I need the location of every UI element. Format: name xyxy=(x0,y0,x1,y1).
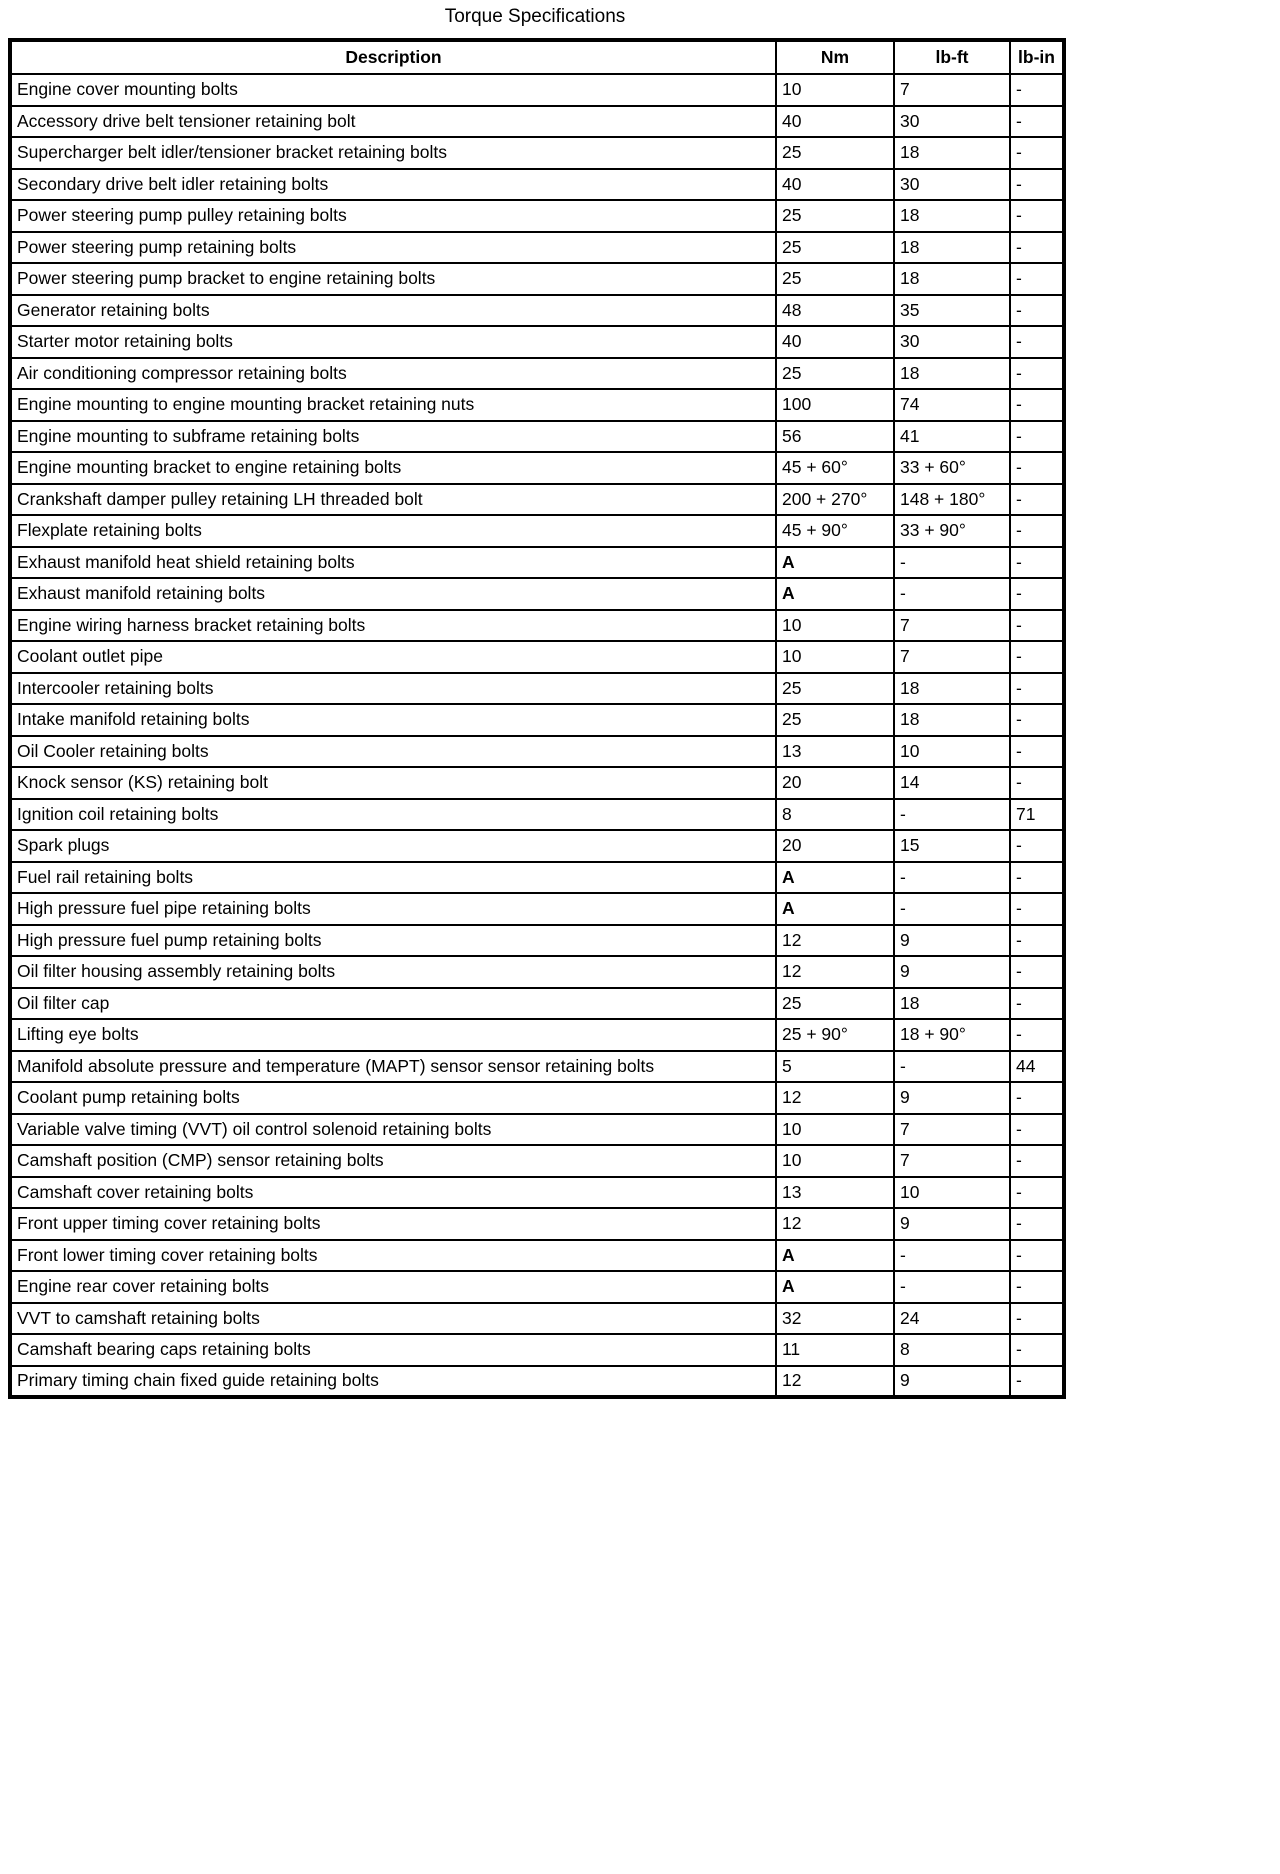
cell-nm: 45 + 60° xyxy=(776,452,894,484)
cell-lb-ft: 7 xyxy=(894,610,1010,642)
cell-lb-in: - xyxy=(1010,673,1064,705)
cell-lb-ft: 10 xyxy=(894,736,1010,768)
cell-description: Coolant outlet pipe xyxy=(10,641,776,673)
cell-nm: 12 xyxy=(776,1082,894,1114)
cell-description: Accessory drive belt tensioner retaining bolt xyxy=(10,106,776,138)
cell-lb-ft: 74 xyxy=(894,389,1010,421)
cell-description: Engine mounting to engine mounting bracket retaining nuts xyxy=(10,389,776,421)
table-row xyxy=(10,862,1064,894)
cell-lb-ft: 18 xyxy=(894,988,1010,1020)
cell-description: Manifold absolute pressure and temperature (MAPT) sensor sensor retaining bolts xyxy=(10,1051,776,1083)
cell-lb-ft: - xyxy=(894,799,1010,831)
cell-description: Lifting eye bolts xyxy=(10,1019,776,1051)
cell-lb-ft: 9 xyxy=(894,956,1010,988)
cell-nm: 25 xyxy=(776,137,894,169)
cell-description: Engine cover mounting bolts xyxy=(10,74,776,106)
column-header-nm: Nm xyxy=(776,40,894,74)
cell-lb-ft: 18 xyxy=(894,263,1010,295)
cell-lb-ft: 18 xyxy=(894,200,1010,232)
cell-lb-ft: 14 xyxy=(894,767,1010,799)
table-row xyxy=(10,1177,1064,1209)
cell-lb-ft: 30 xyxy=(894,169,1010,201)
cell-nm: A xyxy=(776,578,894,610)
table-row xyxy=(10,263,1064,295)
table-row xyxy=(10,1240,1064,1272)
cell-lb-in: - xyxy=(1010,358,1064,390)
cell-lb-in: - xyxy=(1010,1082,1064,1114)
cell-lb-ft: - xyxy=(894,862,1010,894)
cell-nm: 25 xyxy=(776,704,894,736)
cell-lb-ft: 18 xyxy=(894,137,1010,169)
table-row xyxy=(10,673,1064,705)
cell-lb-ft: 9 xyxy=(894,925,1010,957)
cell-lb-ft: 24 xyxy=(894,1303,1010,1335)
cell-lb-in: - xyxy=(1010,830,1064,862)
table-row xyxy=(10,1208,1064,1240)
cell-lb-ft: 33 + 90° xyxy=(894,515,1010,547)
cell-description: Coolant pump retaining bolts xyxy=(10,1082,776,1114)
cell-lb-ft: - xyxy=(894,1271,1010,1303)
table-row xyxy=(10,956,1064,988)
cell-lb-ft: - xyxy=(894,547,1010,579)
cell-lb-in: - xyxy=(1010,452,1064,484)
cell-lb-in: - xyxy=(1010,326,1064,358)
table-row xyxy=(10,515,1064,547)
table-row xyxy=(10,610,1064,642)
cell-lb-in: - xyxy=(1010,74,1064,106)
cell-lb-in: - xyxy=(1010,1271,1064,1303)
table-row xyxy=(10,232,1064,264)
cell-lb-ft: 9 xyxy=(894,1366,1010,1398)
cell-description: Front lower timing cover retaining bolts xyxy=(10,1240,776,1272)
cell-lb-in: - xyxy=(1010,988,1064,1020)
cell-description: Engine rear cover retaining bolts xyxy=(10,1271,776,1303)
cell-nm: A xyxy=(776,1240,894,1272)
cell-nm: 10 xyxy=(776,610,894,642)
cell-lb-ft: - xyxy=(894,893,1010,925)
table-row xyxy=(10,326,1064,358)
table-row xyxy=(10,1114,1064,1146)
cell-description: Camshaft position (CMP) sensor retaining bolts xyxy=(10,1145,776,1177)
cell-lb-in: - xyxy=(1010,862,1064,894)
cell-nm: 40 xyxy=(776,106,894,138)
cell-lb-ft: 35 xyxy=(894,295,1010,327)
cell-lb-ft: 10 xyxy=(894,1177,1010,1209)
cell-nm: 8 xyxy=(776,799,894,831)
cell-nm: 48 xyxy=(776,295,894,327)
cell-lb-in: - xyxy=(1010,1114,1064,1146)
cell-description: Variable valve timing (VVT) oil control solenoid retaining bolts xyxy=(10,1114,776,1146)
cell-lb-ft: 148 + 180° xyxy=(894,484,1010,516)
cell-lb-ft: 7 xyxy=(894,1145,1010,1177)
cell-lb-in: - xyxy=(1010,484,1064,516)
table-row xyxy=(10,484,1064,516)
table-row xyxy=(10,799,1064,831)
cell-description: Engine mounting bracket to engine retaining bolts xyxy=(10,452,776,484)
cell-lb-in: - xyxy=(1010,389,1064,421)
cell-nm: 32 xyxy=(776,1303,894,1335)
cell-lb-in: - xyxy=(1010,232,1064,264)
cell-nm: 25 xyxy=(776,200,894,232)
cell-nm: A xyxy=(776,893,894,925)
cell-lb-ft: 18 + 90° xyxy=(894,1019,1010,1051)
cell-lb-in: - xyxy=(1010,610,1064,642)
cell-description: Knock sensor (KS) retaining bolt xyxy=(10,767,776,799)
table-row xyxy=(10,1145,1064,1177)
cell-nm: 40 xyxy=(776,326,894,358)
cell-description: Air conditioning compressor retaining bolts xyxy=(10,358,776,390)
table-header xyxy=(10,40,1064,74)
cell-lb-ft: 30 xyxy=(894,106,1010,138)
cell-description: Secondary drive belt idler retaining bolts xyxy=(10,169,776,201)
cell-lb-ft: 41 xyxy=(894,421,1010,453)
cell-lb-in: - xyxy=(1010,767,1064,799)
column-header-lb-ft: lb-ft xyxy=(894,40,1010,74)
cell-lb-in: - xyxy=(1010,736,1064,768)
cell-description: High pressure fuel pipe retaining bolts xyxy=(10,893,776,925)
cell-lb-in: - xyxy=(1010,421,1064,453)
cell-lb-in: - xyxy=(1010,925,1064,957)
table-header-row xyxy=(10,40,1064,74)
cell-description: Ignition coil retaining bolts xyxy=(10,799,776,831)
cell-nm: 25 + 90° xyxy=(776,1019,894,1051)
cell-nm: 100 xyxy=(776,389,894,421)
cell-description: Camshaft bearing caps retaining bolts xyxy=(10,1334,776,1366)
cell-description: Generator retaining bolts xyxy=(10,295,776,327)
cell-lb-in: - xyxy=(1010,137,1064,169)
cell-lb-in: - xyxy=(1010,200,1064,232)
cell-lb-in: - xyxy=(1010,547,1064,579)
cell-description: Primary timing chain fixed guide retaining bolts xyxy=(10,1366,776,1398)
cell-description: VVT to camshaft retaining bolts xyxy=(10,1303,776,1335)
cell-description: Exhaust manifold retaining bolts xyxy=(10,578,776,610)
cell-lb-ft: - xyxy=(894,1240,1010,1272)
cell-lb-in: - xyxy=(1010,1019,1064,1051)
cell-lb-ft: 8 xyxy=(894,1334,1010,1366)
cell-lb-in: 71 xyxy=(1010,799,1064,831)
table-row xyxy=(10,137,1064,169)
column-header-lb-in: lb-in xyxy=(1010,40,1064,74)
cell-lb-in: - xyxy=(1010,1240,1064,1272)
cell-nm: 20 xyxy=(776,830,894,862)
cell-nm: 12 xyxy=(776,956,894,988)
cell-lb-in: - xyxy=(1010,515,1064,547)
cell-description: Power steering pump bracket to engine retaining bolts xyxy=(10,263,776,295)
cell-lb-ft: 9 xyxy=(894,1082,1010,1114)
cell-nm: 10 xyxy=(776,1114,894,1146)
cell-nm: 12 xyxy=(776,1208,894,1240)
cell-description: Power steering pump retaining bolts xyxy=(10,232,776,264)
cell-description: Power steering pump pulley retaining bolts xyxy=(10,200,776,232)
cell-nm: 10 xyxy=(776,641,894,673)
cell-lb-in: - xyxy=(1010,1177,1064,1209)
cell-lb-in: - xyxy=(1010,893,1064,925)
table-row xyxy=(10,988,1064,1020)
cell-nm: 20 xyxy=(776,767,894,799)
cell-description: Engine wiring harness bracket retaining bolts xyxy=(10,610,776,642)
cell-lb-in: - xyxy=(1010,1303,1064,1335)
table-row xyxy=(10,200,1064,232)
cell-lb-ft: 18 xyxy=(894,232,1010,264)
cell-lb-ft: 7 xyxy=(894,1114,1010,1146)
cell-lb-in: - xyxy=(1010,169,1064,201)
table-row xyxy=(10,1082,1064,1114)
cell-description: Flexplate retaining bolts xyxy=(10,515,776,547)
cell-nm: 10 xyxy=(776,1145,894,1177)
torque-specifications-table xyxy=(8,38,1066,1399)
cell-lb-in: - xyxy=(1010,263,1064,295)
table-body xyxy=(10,74,1064,1397)
cell-description: Intake manifold retaining bolts xyxy=(10,704,776,736)
page-title: Torque Specifications xyxy=(444,6,626,27)
cell-nm: 25 xyxy=(776,263,894,295)
table-row xyxy=(10,767,1064,799)
cell-description: Intercooler retaining bolts xyxy=(10,673,776,705)
cell-nm: 25 xyxy=(776,988,894,1020)
table-row xyxy=(10,736,1064,768)
cell-lb-ft: - xyxy=(894,1051,1010,1083)
cell-nm: 13 xyxy=(776,736,894,768)
table-row xyxy=(10,106,1064,138)
table-row xyxy=(10,295,1064,327)
cell-description: High pressure fuel pump retaining bolts xyxy=(10,925,776,957)
cell-description: Supercharger belt idler/tensioner bracket retaining bolts xyxy=(10,137,776,169)
cell-lb-ft: 9 xyxy=(894,1208,1010,1240)
cell-nm: 10 xyxy=(776,74,894,106)
cell-lb-ft: 15 xyxy=(894,830,1010,862)
cell-description: Oil filter cap xyxy=(10,988,776,1020)
cell-nm: 12 xyxy=(776,925,894,957)
cell-nm: A xyxy=(776,862,894,894)
cell-lb-in: 44 xyxy=(1010,1051,1064,1083)
cell-nm: 45 + 90° xyxy=(776,515,894,547)
cell-lb-in: - xyxy=(1010,704,1064,736)
cell-description: Oil Cooler retaining bolts xyxy=(10,736,776,768)
cell-nm: 25 xyxy=(776,673,894,705)
table-row xyxy=(10,1334,1064,1366)
cell-nm: A xyxy=(776,547,894,579)
table-row xyxy=(10,421,1064,453)
cell-lb-ft: 30 xyxy=(894,326,1010,358)
table-row xyxy=(10,169,1064,201)
cell-lb-in: - xyxy=(1010,956,1064,988)
table-row xyxy=(10,1366,1064,1398)
cell-nm: 12 xyxy=(776,1366,894,1398)
cell-lb-in: - xyxy=(1010,1366,1064,1398)
cell-nm: 56 xyxy=(776,421,894,453)
table-row xyxy=(10,1303,1064,1335)
cell-nm: 200 + 270° xyxy=(776,484,894,516)
cell-description: Crankshaft damper pulley retaining LH threaded bolt xyxy=(10,484,776,516)
cell-lb-in: - xyxy=(1010,1208,1064,1240)
table-row xyxy=(10,389,1064,421)
cell-nm: A xyxy=(776,1271,894,1303)
column-header-description: Description xyxy=(10,40,776,74)
cell-nm: 25 xyxy=(776,232,894,264)
cell-lb-in: - xyxy=(1010,295,1064,327)
cell-lb-in: - xyxy=(1010,1334,1064,1366)
cell-description: Starter motor retaining bolts xyxy=(10,326,776,358)
cell-description: Engine mounting to subframe retaining bolts xyxy=(10,421,776,453)
cell-lb-ft: 18 xyxy=(894,673,1010,705)
cell-description: Exhaust manifold heat shield retaining bolts xyxy=(10,547,776,579)
cell-description: Front upper timing cover retaining bolts xyxy=(10,1208,776,1240)
table-row xyxy=(10,1019,1064,1051)
table-row xyxy=(10,893,1064,925)
cell-lb-in: - xyxy=(1010,578,1064,610)
cell-lb-in: - xyxy=(1010,641,1064,673)
cell-nm: 25 xyxy=(776,358,894,390)
cell-nm: 40 xyxy=(776,169,894,201)
cell-nm: 5 xyxy=(776,1051,894,1083)
table-row xyxy=(10,830,1064,862)
cell-lb-in: - xyxy=(1010,106,1064,138)
table-row xyxy=(10,74,1064,106)
table-row xyxy=(10,547,1064,579)
cell-lb-in: - xyxy=(1010,1145,1064,1177)
cell-lb-ft: 18 xyxy=(894,704,1010,736)
table-row xyxy=(10,452,1064,484)
cell-lb-ft: - xyxy=(894,578,1010,610)
cell-nm: 13 xyxy=(776,1177,894,1209)
table-row xyxy=(10,358,1064,390)
table-row xyxy=(10,578,1064,610)
cell-description: Spark plugs xyxy=(10,830,776,862)
cell-description: Fuel rail retaining bolts xyxy=(10,862,776,894)
cell-lb-ft: 18 xyxy=(894,358,1010,390)
table-row xyxy=(10,1271,1064,1303)
cell-lb-ft: 7 xyxy=(894,74,1010,106)
table-row xyxy=(10,925,1064,957)
table-row xyxy=(10,1051,1064,1083)
cell-nm: 11 xyxy=(776,1334,894,1366)
cell-description: Oil filter housing assembly retaining bolts xyxy=(10,956,776,988)
table-row xyxy=(10,641,1064,673)
cell-lb-ft: 33 + 60° xyxy=(894,452,1010,484)
cell-description: Camshaft cover retaining bolts xyxy=(10,1177,776,1209)
table-row xyxy=(10,704,1064,736)
cell-lb-ft: 7 xyxy=(894,641,1010,673)
